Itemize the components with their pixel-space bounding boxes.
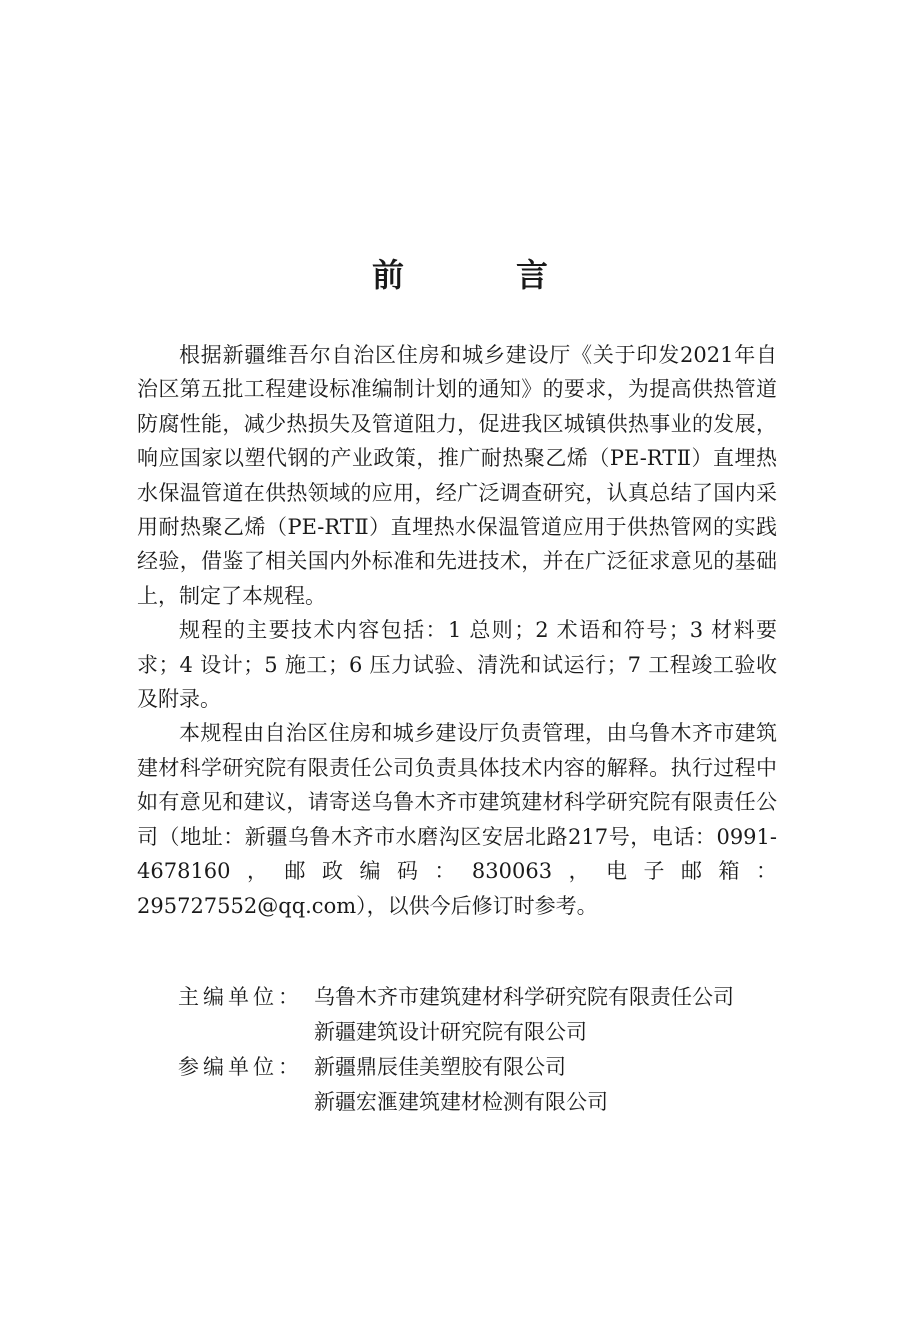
chief-unit-2: 新疆建筑设计研究院有限公司	[314, 1020, 587, 1044]
paragraph-contents: 规程的主要技术内容包括：1 总则；2 术语和符号；3 材料要求；4 设计；5 施工；6 压力试验、清洗和试运行；7 工程竣工验收及附录。	[137, 618, 777, 712]
chief-unit-1: 乌鲁木齐市建筑建材科学研究院有限责任公司	[314, 985, 734, 1009]
participating-label: 参编单位：	[178, 1055, 303, 1079]
foreword-body	[137, 338, 777, 923]
paragraph-management: 本规程由自治区住房和城乡建设厅负责管理，由乌鲁木齐市建筑建材科学研究院有限责任公司负责具体技术内容的解释。执行过程中如有意见和建议，请寄送乌鲁木齐市建筑建材科学研究院有限责任公司（地址：新疆乌鲁木齐市水磨沟区安居北路217号，电话：0991-4678160，邮政编码：830063，电子邮箱：295727552@qq.com），以供今后修订时参考。	[137, 721, 777, 918]
paragraph-background: 根据新疆维吾尔自治区住房和城乡建设厅《关于印发2021年自治区第五批工程建设标准编制计划的通知》的要求，为提高供热管道防腐性能，减少热损失及管道阻力，促进我区城镇供热事业的发展，响应国家以塑代钢的产业政策，推广耐热聚乙烯（PE-RTⅡ）直埋热水保温管道在供热领域的应用，经广泛调查研究，认真总结了国内采用耐热聚乙烯（PE-RTⅡ）直埋热水保温管道应用于供热管网的实践经验，借鉴了相关国内外标准和先进技术，并在广泛征求意见的基础上，制定了本规程。	[137, 343, 777, 608]
participating-unit-2: 新疆宏滙建筑建材检测有限公司	[314, 1090, 608, 1114]
editing-units	[178, 980, 798, 1120]
participating-unit-1: 新疆鼎辰佳美塑胶有限公司	[314, 1055, 566, 1079]
chief-label: 主编单位：	[178, 985, 303, 1009]
page-title: 前 言	[371, 256, 588, 294]
chief-editor-units	[178, 980, 798, 1050]
participating-units	[178, 1050, 798, 1120]
